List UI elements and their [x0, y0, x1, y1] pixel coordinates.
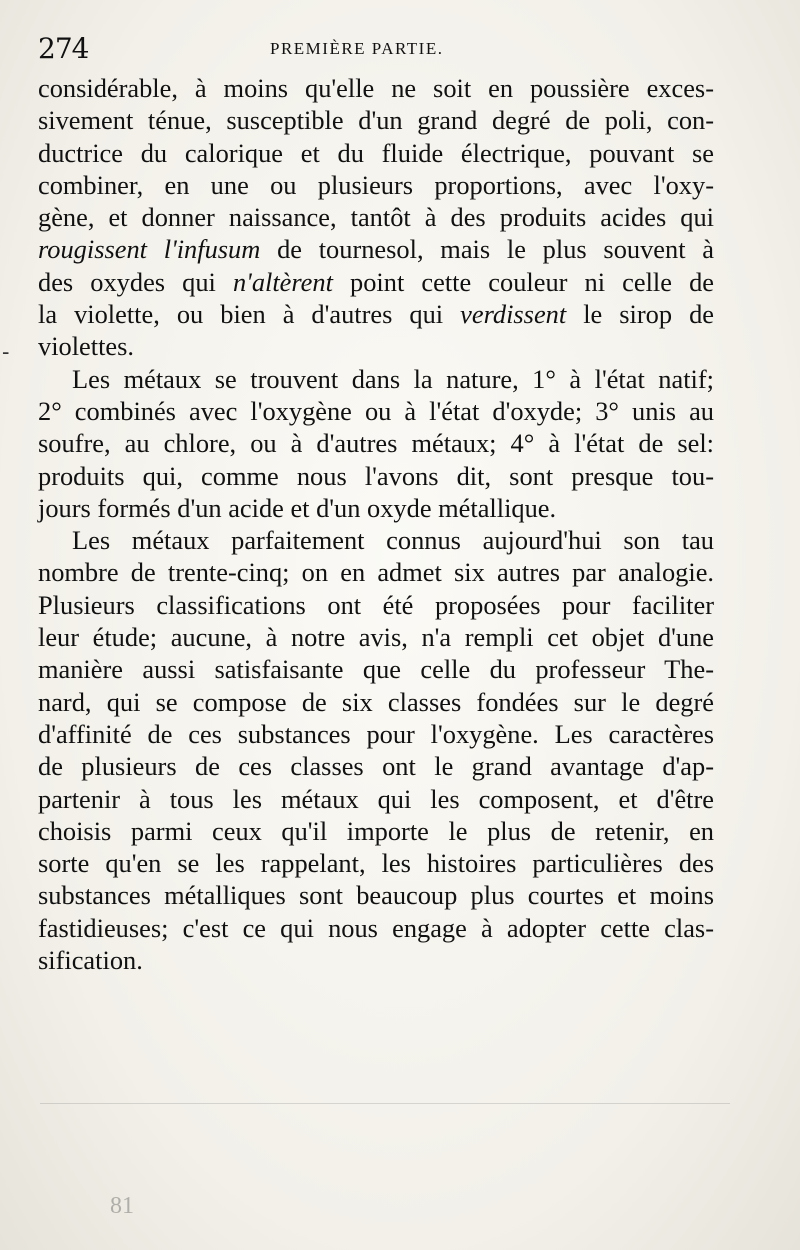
text-line: jours formés d'un acide et d'un oxyde métallique. [38, 492, 557, 523]
text-line: soufre, au chlore, ou à d'autres métaux; 4° à l'état de sel: [38, 428, 714, 459]
italic-term: rougissent l'infusum [38, 234, 261, 265]
text-line: de plusieurs de ces classes ont le grand avantage d'ap- [38, 751, 714, 782]
text-line: ductrice du calorique et du fluide électrique, pouvant se [38, 137, 714, 168]
paragraph-1 [38, 72, 714, 363]
text-line: nombre de trente-cinq; on en admet six autres par analogie. [38, 557, 714, 588]
text-run: point cette couleur ni celle de [332, 266, 714, 297]
text-line: gène, et donner naissance, tantôt à des produits acides qui [38, 202, 714, 233]
text-line: 2° combinés avec l'oxygène ou à l'état d'oxyde; 3° unis au [38, 395, 714, 426]
footer-mark: 81 [110, 1193, 134, 1219]
body-text [38, 72, 714, 976]
text-line: d'affinité de ces substances pour l'oxygène. Les caractères [38, 718, 714, 749]
text-run: de tournesol, mais le plus souvent à [260, 234, 714, 265]
text-run: la violette, ou bien à d'autres qui [38, 299, 461, 330]
text-line: combiner, en une ou plusieurs proportions, avec l'oxy- [38, 169, 714, 200]
paragraph-2 [38, 363, 714, 524]
text-run: le sirop de [566, 299, 715, 330]
text-line: substances métalliques sont beaucoup plus courtes et moins [38, 880, 714, 911]
text-line: produits qui, comme nous l'avons dit, sont presque tou- [38, 460, 714, 491]
text-line: leur étude; aucune, à notre avis, n'a rempli cet objet d'une [38, 622, 714, 653]
text-line [38, 233, 714, 265]
text-line: sivement ténue, susceptible d'un grand degré de poli, con- [38, 105, 714, 136]
italic-term: n'altèrent [232, 266, 333, 297]
text-line: Les métaux se trouvent dans la nature, 1° à l'état natif; [72, 363, 714, 394]
text-line [38, 266, 714, 298]
bleed-through-rule [40, 1103, 730, 1104]
text-line [38, 298, 714, 330]
text-line: sification. [38, 945, 143, 976]
text-run: des oxydes qui [38, 266, 233, 297]
text-line: considérable, à moins qu'elle ne soit en poussière exces- [38, 73, 714, 103]
text-line: Les métaux parfaitement connus aujourd'hui son tau [72, 525, 714, 556]
text-line: sorte qu'en se les rappelant, les histoires particulières des [38, 848, 714, 879]
paragraph-3 [38, 524, 714, 976]
margin-mark: - [2, 340, 10, 365]
text-line: manière aussi satisfaisante que celle du professeur The- [38, 654, 714, 685]
text-line: partenir à tous les métaux qui les composent, et d'être [38, 783, 714, 814]
text-line: violettes. [38, 331, 135, 362]
running-head: PREMIÈRE PARTIE. [270, 39, 444, 58]
page-number: 274 [38, 32, 89, 65]
text-line: Plusieurs classifications ont été proposées pour faciliter [38, 589, 714, 620]
text-line: nard, qui se compose de six classes fondées sur le degré [38, 686, 714, 717]
italic-term: verdissent [460, 299, 567, 330]
text-line: fastidieuses; c'est ce qui nous engage à adopter cette clas- [38, 912, 714, 943]
page-header [38, 34, 738, 64]
text-line: choisis parmi ceux qu'il importe le plus de retenir, en [38, 815, 714, 846]
